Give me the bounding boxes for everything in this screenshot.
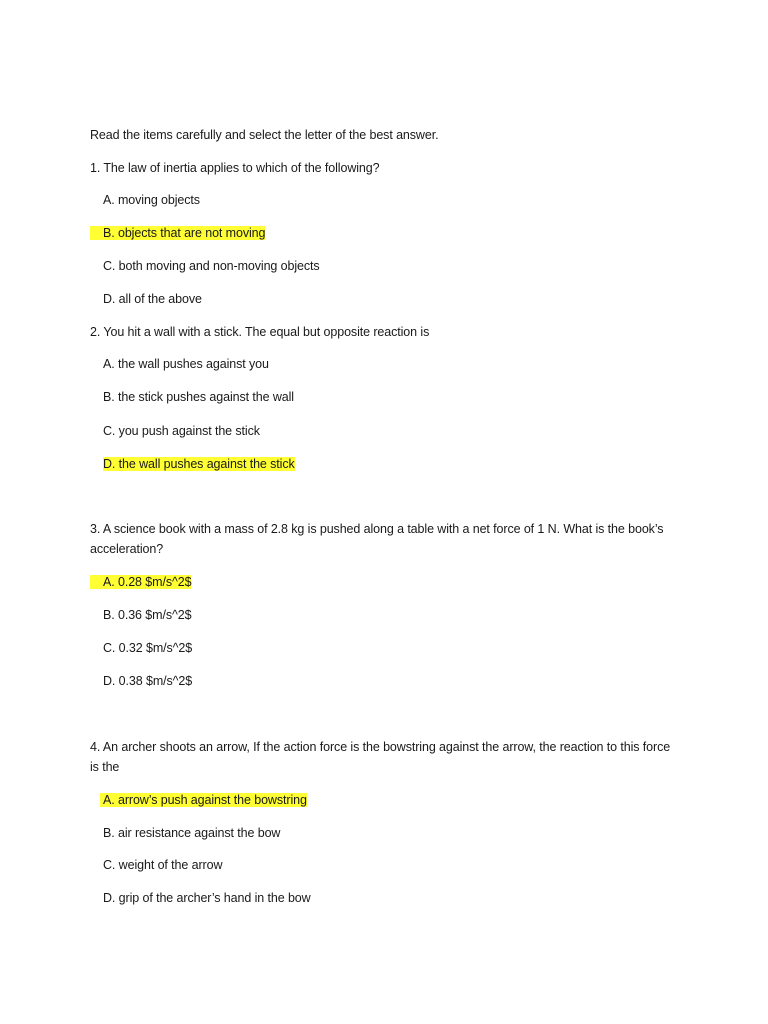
question-3-stem: 3. A science book with a mass of 2.8 kg is pushed along a table with a net force of 1 N. What is the book’s acceleration? [90,522,664,556]
question-1-option-c: C. both moving and non-moving objects [103,259,320,273]
instructions: Read the items carefully and select the letter of the best answer. [90,128,439,142]
question-2-option-b: B. the stick pushes against the wall [103,390,294,404]
question-1-option-a: A. moving objects [103,193,200,207]
question-4-option-d: D. grip of the archer’s hand in the bow [103,891,311,905]
question-4-stem: 4. An archer shoots an arrow, If the action force is the bowstring against the arrow, the reaction to this force is the [90,740,671,774]
question-4-option-a-highlighted: A. arrow’s push against the bowstring [103,790,307,810]
question-4-option-c: C. weight of the arrow [103,858,223,872]
question-1-option-d: D. all of the above [103,292,202,306]
question-2-stem: 2. You hit a wall with a stick. The equal but opposite reaction is [90,325,430,339]
question-3-option-c: C. 0.32 $m/s^2$ [103,641,193,655]
question-2-option-d-highlighted: D. the wall pushes against the stick [103,457,295,471]
question-1-stem: 1. The law of inertia applies to which of the following? [90,161,380,175]
question-4-option-b: B. air resistance against the bow [103,826,281,840]
question-2-option-a: A. the wall pushes against you [103,357,269,371]
question-3-option-a-highlighted: A. 0.28 $m/s^2$ [103,572,191,592]
question-3-option-d: D. 0.38 $m/s^2$ [103,674,193,688]
question-2-option-c: C. you push against the stick [103,424,260,438]
question-3-option-b: B. 0.36 $m/s^2$ [103,608,192,622]
question-1-option-b-highlighted: B. objects that are not moving [103,223,265,243]
